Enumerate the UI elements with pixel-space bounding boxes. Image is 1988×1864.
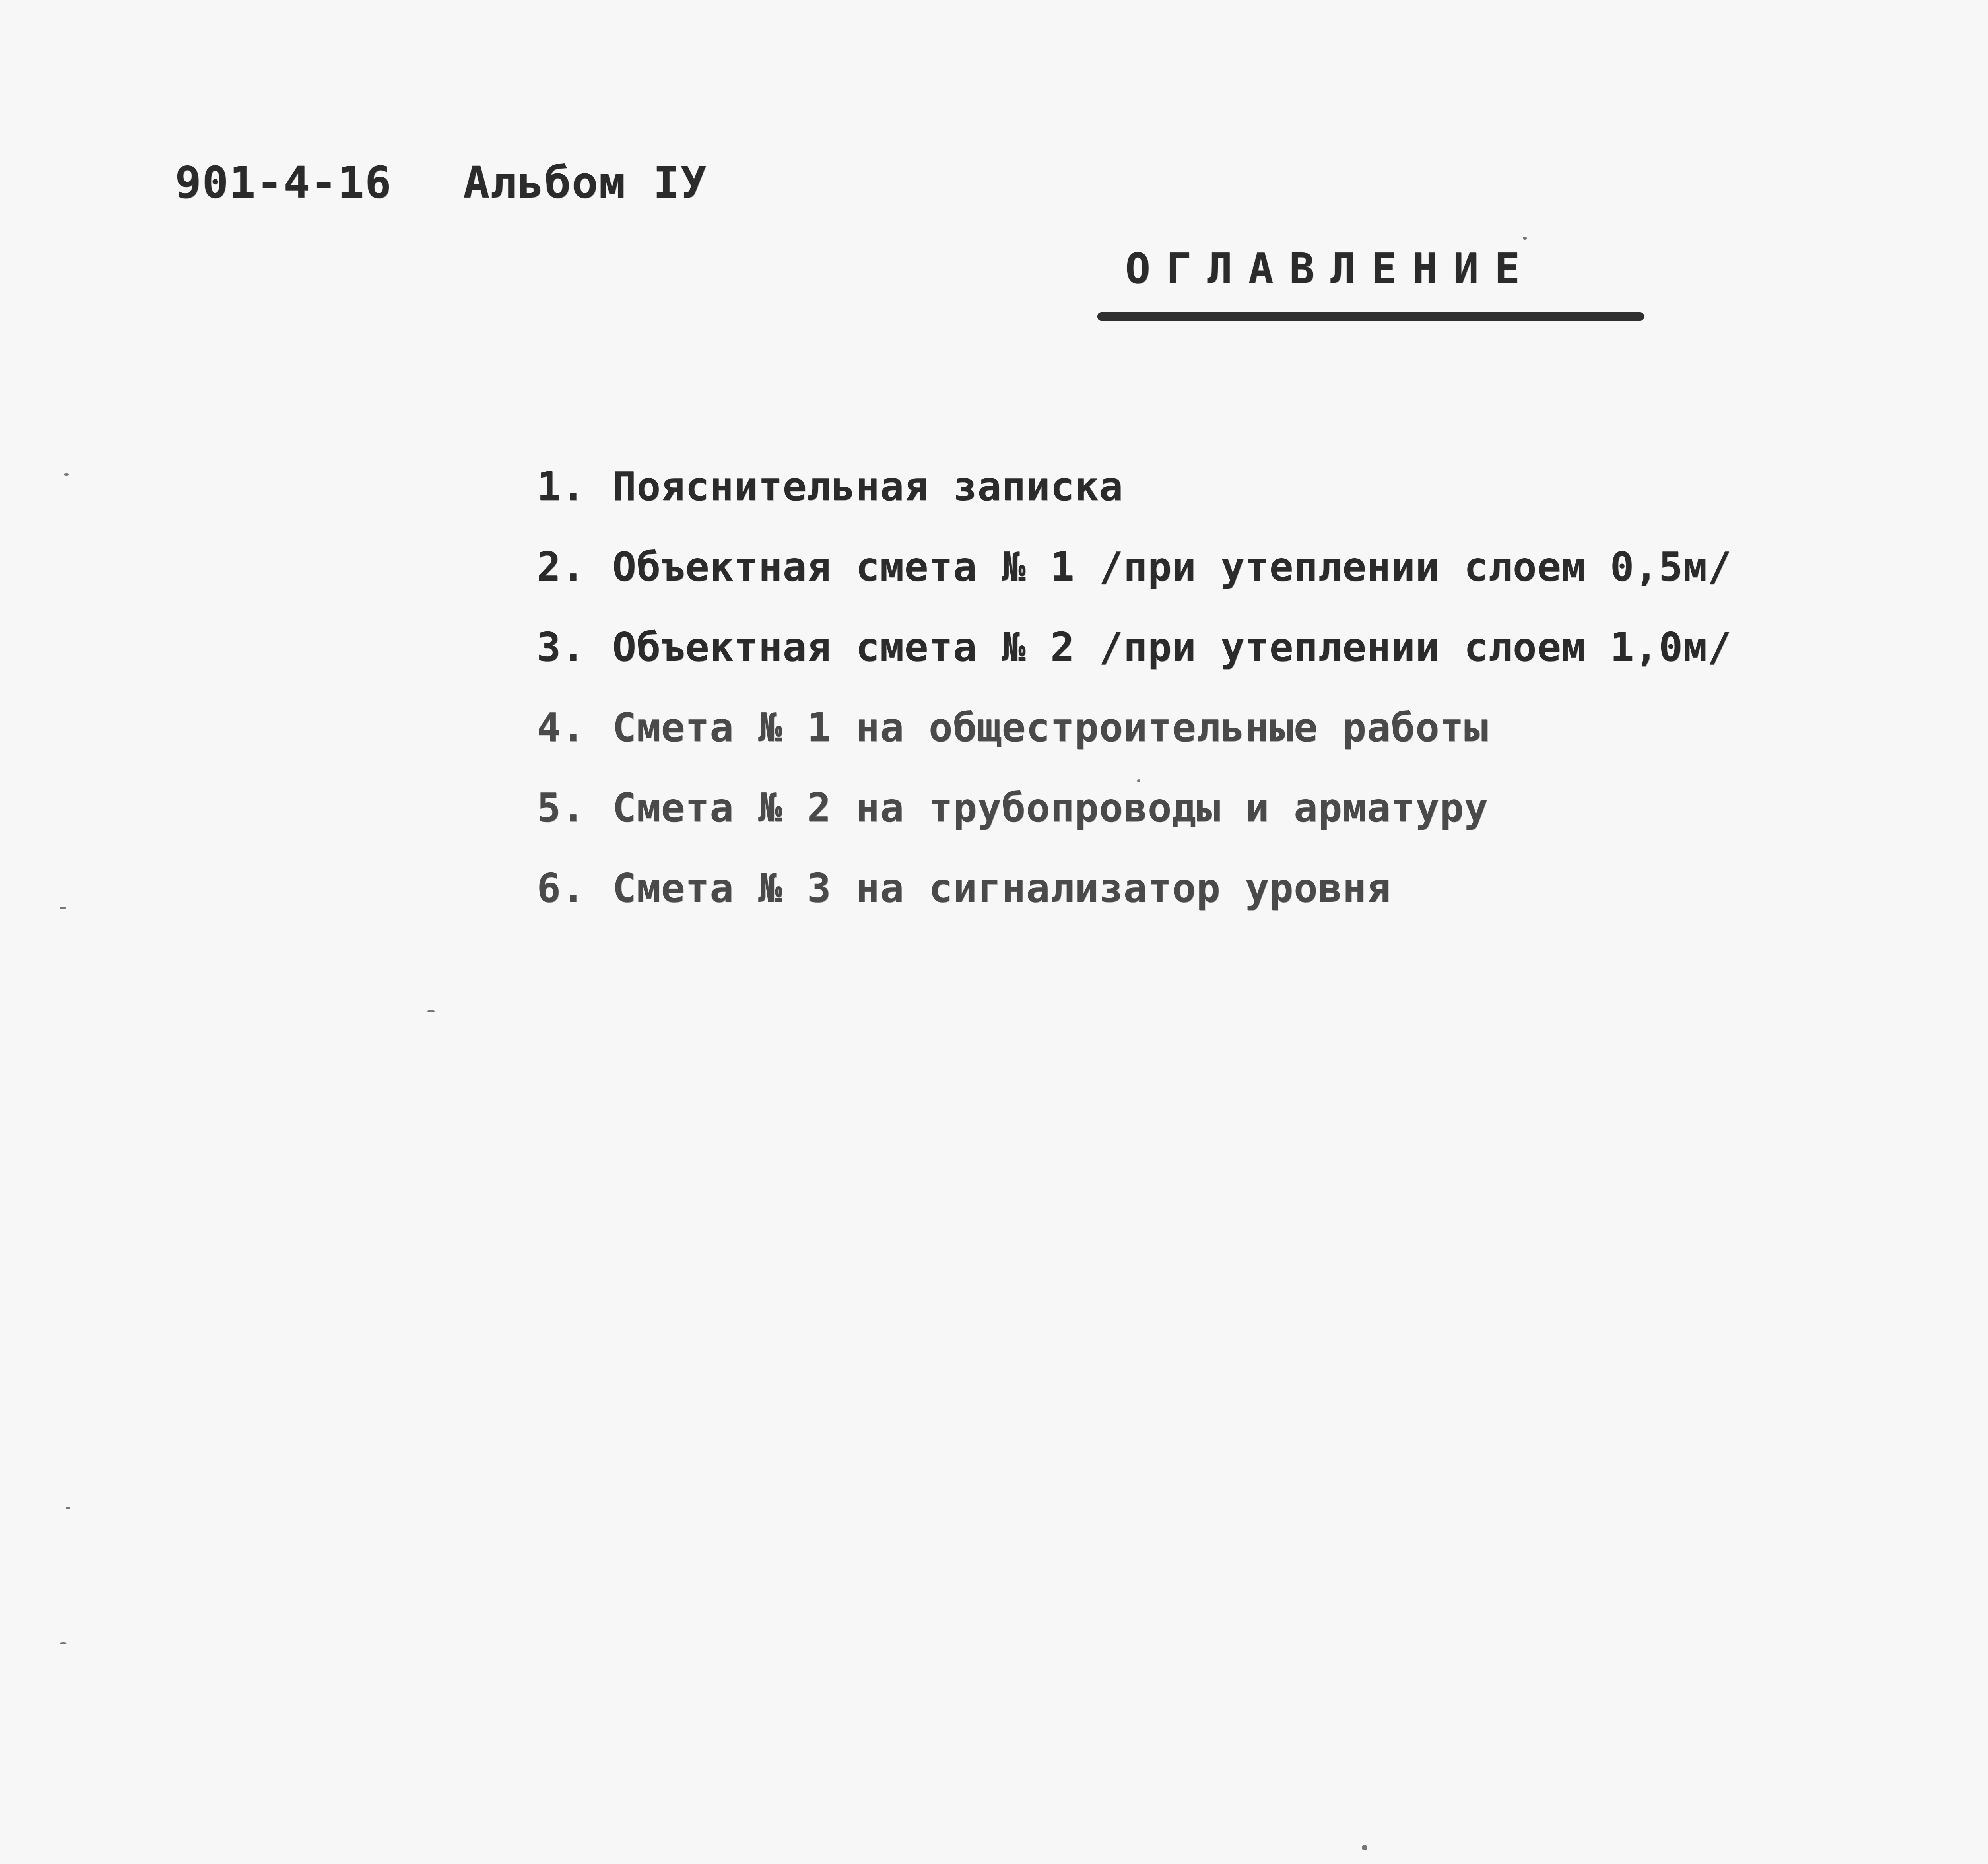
scan-speck (60, 1642, 67, 1644)
album-label: Альбом IУ (463, 157, 708, 208)
table-of-contents (537, 463, 1732, 945)
scan-speck (64, 473, 69, 476)
toc-item-number: 1. (537, 463, 586, 510)
toc-item-number: 3. (537, 624, 586, 670)
toc-item (537, 624, 1732, 704)
toc-item-number: 6. (537, 865, 586, 911)
toc-item (537, 865, 1732, 945)
scan-speck (1362, 1845, 1367, 1850)
document-code: 901-4-16 (175, 157, 392, 208)
toc-item-number: 2. (537, 544, 586, 590)
toc-item (537, 784, 1732, 865)
toc-item-text: Объектная смета № 1 /при утеплении слоем 0,5м/ (612, 544, 1732, 590)
scan-speck (60, 907, 66, 909)
toc-item-text: Смета № 3 на сигнализатор уровня (612, 865, 1391, 911)
toc-item-text: Смета № 2 на трубопроводы и арматуру (612, 784, 1489, 831)
toc-item-text: Смета № 1 на общестроительные работы (612, 704, 1489, 751)
scan-speck (1137, 779, 1140, 782)
toc-item (537, 463, 1732, 544)
toc-item (537, 544, 1732, 624)
toc-item-number: 5. (537, 784, 586, 831)
toc-item-text: Объектная смета № 2 /при утеплении слоем 1,0м/ (612, 624, 1732, 670)
toc-item (537, 704, 1732, 784)
scan-speck (66, 1507, 70, 1509)
toc-item-number: 4. (537, 704, 586, 751)
toc-item-text: Пояснительная записка (612, 463, 1124, 510)
title-underline (1097, 312, 1644, 321)
page-title: ОГЛАВЛЕНИЕ (1125, 245, 1536, 293)
scan-speck (427, 1010, 435, 1012)
scan-speck (1523, 237, 1527, 240)
